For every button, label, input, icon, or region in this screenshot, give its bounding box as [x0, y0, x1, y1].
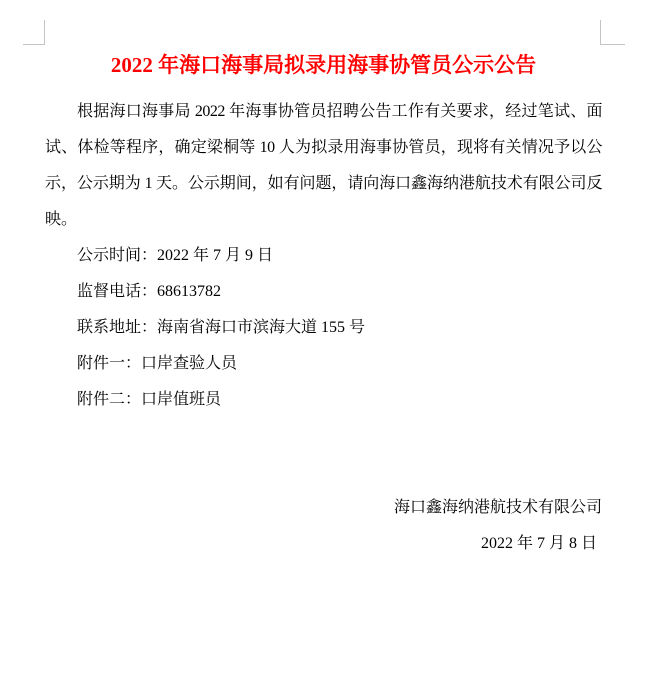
- info-line: 监督电话：68613782: [77, 283, 222, 300]
- page-title: 2022 年海口海事局拟录用海事协管员公示公告: [110, 53, 537, 77]
- signature-block: [45, 490, 602, 562]
- info-line: 联系地址：海南省海口市滨海大道 155 号: [77, 319, 366, 336]
- paragraph-line: 根据海口海事局 2022 年海事协管员招聘公告工作有关要求，经过笔试、面: [77, 103, 602, 120]
- signature-date: 2022 年 7 月 8 日: [480, 535, 597, 552]
- paragraph-line: 映。: [45, 211, 78, 228]
- signature-company: 海口鑫海纳港航技术有限公司: [393, 499, 602, 516]
- paragraph-line: 试、体检等程序，确定梁桐等 10 人为拟录用海事协管员，现将有关情况予以公: [45, 139, 602, 156]
- paragraph-line: 示，公示期为 1 天。公示期间，如有问题，请向海口鑫海纳港航技术有限公司反: [45, 175, 602, 192]
- info-line: 公示时间：2022 年 7 月 9 日: [77, 247, 274, 264]
- main-paragraph: [45, 94, 602, 238]
- info-lines: [45, 238, 602, 418]
- info-line: 附件一：口岸查验人员: [77, 355, 238, 372]
- info-line: 附件二：口岸值班员: [77, 391, 222, 408]
